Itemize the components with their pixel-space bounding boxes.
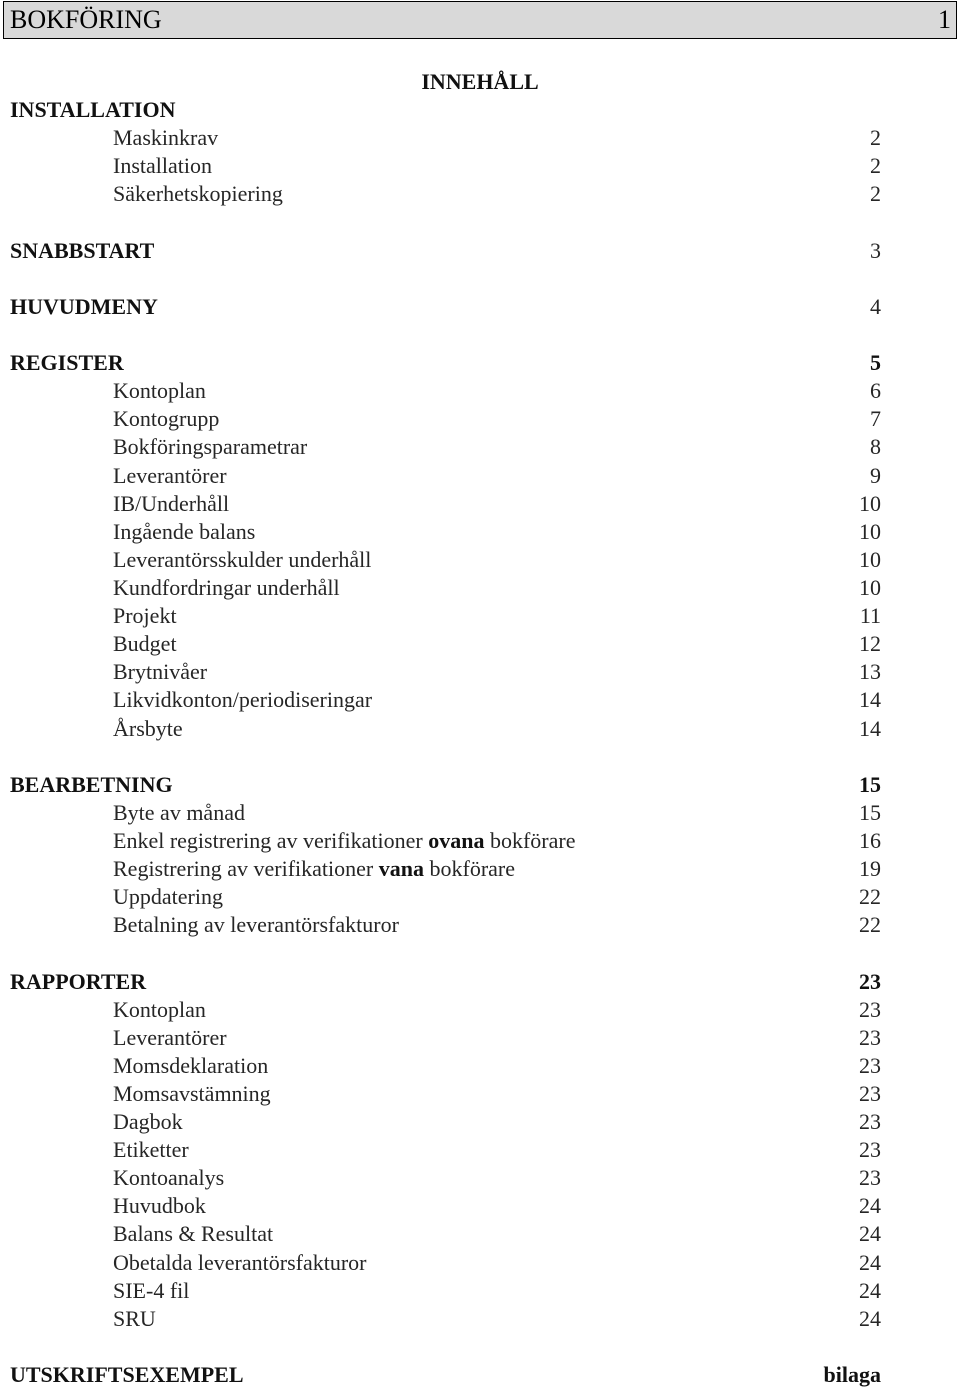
item-label: Leverantörsskulder underhåll xyxy=(113,546,372,572)
section-heading-row xyxy=(10,349,881,377)
toc-item xyxy=(10,686,881,714)
toc-item xyxy=(10,855,881,883)
item-page-number: 23 xyxy=(859,1109,881,1135)
section-page-number: 3 xyxy=(870,237,881,263)
toc-item xyxy=(10,799,881,827)
item-label: Kontoplan xyxy=(113,996,206,1022)
item-page-number: 23 xyxy=(859,1137,881,1163)
item-page-number: 12 xyxy=(859,631,881,657)
item-page-number: 24 xyxy=(859,1249,881,1275)
item-page-number: 10 xyxy=(859,574,881,600)
toc-item xyxy=(10,405,881,433)
toc-item xyxy=(10,1220,881,1248)
item-label: Kontoplan xyxy=(113,378,206,404)
item-page-number: 24 xyxy=(859,1221,881,1247)
item-label: Obetalda leverantörsfakturor xyxy=(113,1249,367,1275)
item-page-number: 2 xyxy=(870,181,881,207)
item-label: Momsdeklaration xyxy=(113,1052,269,1078)
toc-item xyxy=(10,1024,881,1052)
item-page-number: 10 xyxy=(859,518,881,544)
item-label: Enkel registrering av verifikationer xyxy=(113,827,423,853)
item-page-number: 13 xyxy=(859,659,881,685)
section-register xyxy=(10,349,881,743)
item-label: Kundfordringar underhåll xyxy=(113,574,340,600)
item-label: Huvudbok xyxy=(113,1193,206,1219)
item-page-number: 24 xyxy=(859,1277,881,1303)
section-page-number: 4 xyxy=(870,293,881,319)
section-installation xyxy=(10,96,881,208)
section-title: HUVUDMENY xyxy=(10,293,158,319)
toc-item xyxy=(10,715,881,743)
item-label: Budget xyxy=(113,631,177,657)
toc-item xyxy=(10,1192,881,1220)
item-label: Registrering av verifikationer xyxy=(113,856,374,882)
section-bearbetning xyxy=(10,771,881,940)
table-of-contents xyxy=(10,96,881,1389)
section-title: REGISTER xyxy=(10,350,124,376)
section-title: UTSKRIFTSEXEMPEL xyxy=(10,1362,244,1388)
toc-item xyxy=(10,377,881,405)
item-label: Säkerhetskopiering xyxy=(113,181,283,207)
toc-item xyxy=(10,124,881,152)
item-label: Årsbyte xyxy=(113,715,183,741)
section-title: SNABBSTART xyxy=(10,237,155,263)
section-title: RAPPORTER xyxy=(10,968,147,994)
item-page-number: 23 xyxy=(859,1080,881,1106)
item-label: Projekt xyxy=(113,603,177,629)
item-label: Bokföringsparametrar xyxy=(113,434,308,460)
item-page-number: 24 xyxy=(859,1193,881,1219)
item-page-number: 7 xyxy=(870,406,881,432)
item-label: Installation xyxy=(113,153,212,179)
document-header xyxy=(3,1,957,39)
section-title: BEARBETNING xyxy=(10,771,173,797)
item-label: Leverantörer xyxy=(113,462,227,488)
section-heading-row xyxy=(10,96,881,124)
toc-item xyxy=(10,1052,881,1080)
toc-item xyxy=(10,433,881,461)
item-page-number: 10 xyxy=(859,490,881,516)
toc-item xyxy=(10,574,881,602)
item-label-after: bokförare xyxy=(489,827,576,853)
item-label-group xyxy=(10,827,575,855)
item-page-number: 2 xyxy=(870,153,881,179)
header-page-number: 1 xyxy=(938,5,951,34)
item-page-number: 23 xyxy=(859,1165,881,1191)
item-label: Etiketter xyxy=(113,1137,189,1163)
item-label: IB/Underhåll xyxy=(113,490,230,516)
item-label: Kontogrupp xyxy=(113,406,220,432)
item-page-number: 23 xyxy=(859,996,881,1022)
toc-item xyxy=(10,490,881,518)
item-page-number: 19 xyxy=(859,856,881,882)
section-heading-row xyxy=(10,1361,881,1389)
item-label: Dagbok xyxy=(113,1109,183,1135)
item-page-number: 22 xyxy=(859,884,881,910)
item-label: Uppdatering xyxy=(113,884,223,910)
item-page-number: 9 xyxy=(870,462,881,488)
item-label-after: bokförare xyxy=(429,856,516,882)
section-huvudmeny xyxy=(10,293,881,321)
item-page-number: 11 xyxy=(859,603,881,629)
toc-item xyxy=(10,1249,881,1277)
toc-heading: INNEHÅLL xyxy=(421,69,539,94)
section-heading-row xyxy=(10,968,881,996)
toc-item xyxy=(10,1080,881,1108)
toc-item xyxy=(10,1305,881,1333)
item-label: Byte av månad xyxy=(113,799,245,825)
item-page-number: 15 xyxy=(859,799,881,825)
toc-item xyxy=(10,1108,881,1136)
section-heading-row xyxy=(10,771,881,799)
item-label: SIE-4 fil xyxy=(113,1277,190,1303)
item-label-group xyxy=(10,855,515,883)
item-page-number: 8 xyxy=(870,434,881,460)
item-page-number: 2 xyxy=(870,125,881,151)
item-label: Ingående balans xyxy=(113,518,256,544)
toc-item xyxy=(10,658,881,686)
toc-item xyxy=(10,152,881,180)
item-emphasis: vana xyxy=(378,856,424,882)
item-page-number: 14 xyxy=(859,715,881,741)
item-page-number: 22 xyxy=(859,912,881,938)
section-rapporter xyxy=(10,968,881,1333)
toc-item xyxy=(10,180,881,208)
toc-item xyxy=(10,630,881,658)
toc-item xyxy=(10,827,881,855)
toc-item xyxy=(10,518,881,546)
toc-item xyxy=(10,1277,881,1305)
item-label: Likvidkonton/periodiseringar xyxy=(113,687,373,713)
section-title: INSTALLATION xyxy=(10,97,176,123)
item-label: SRU xyxy=(113,1305,156,1331)
section-heading-row xyxy=(10,237,881,265)
toc-item xyxy=(10,1164,881,1192)
toc-item xyxy=(10,462,881,490)
toc-item xyxy=(10,546,881,574)
item-page-number: 10 xyxy=(859,546,881,572)
item-label: Brytnivåer xyxy=(113,659,208,685)
toc-item xyxy=(10,602,881,630)
item-label: Maskinkrav xyxy=(113,125,219,151)
toc-item xyxy=(10,883,881,911)
item-page-number: 16 xyxy=(859,827,881,853)
section-page-number: 5 xyxy=(870,350,881,376)
item-page-number: 23 xyxy=(859,1024,881,1050)
document-title: BOKFÖRING xyxy=(10,5,162,34)
item-emphasis: ovana xyxy=(428,827,485,853)
section-page-number: 15 xyxy=(859,771,881,797)
section-snabbstart xyxy=(10,237,881,265)
section-page-number: 23 xyxy=(859,968,881,994)
toc-item xyxy=(10,996,881,1024)
item-label: Kontoanalys xyxy=(113,1165,225,1191)
section-heading-row xyxy=(10,293,881,321)
toc-item xyxy=(10,911,881,939)
item-label: Balans & Resultat xyxy=(113,1221,274,1247)
item-page-number: 6 xyxy=(870,378,881,404)
toc-item xyxy=(10,1136,881,1164)
item-page-number: 14 xyxy=(859,687,881,713)
item-page-number: 24 xyxy=(859,1305,881,1331)
section-page-number: bilaga xyxy=(823,1362,881,1388)
item-page-number: 23 xyxy=(859,1052,881,1078)
item-label: Momsavstämning xyxy=(113,1080,271,1106)
item-label: Betalning av leverantörsfakturor xyxy=(113,912,399,938)
section-utskriftsexempel xyxy=(10,1361,881,1389)
item-label: Leverantörer xyxy=(113,1024,227,1050)
